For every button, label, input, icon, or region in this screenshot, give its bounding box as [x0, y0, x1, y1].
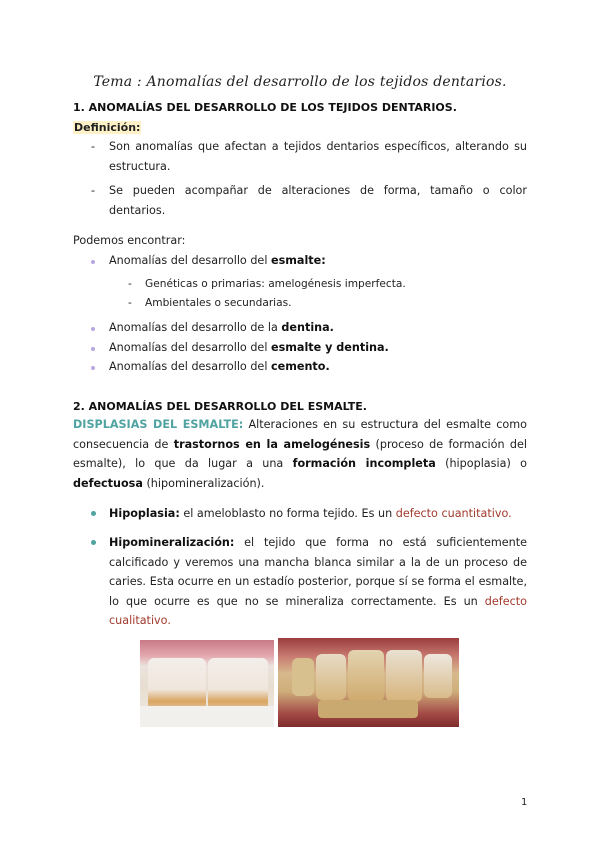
list-item-bold: esmalte:: [270, 254, 326, 267]
list-item-bold: cemento.: [270, 360, 330, 373]
hipoplasia-item: [91, 504, 527, 524]
sub-item-text: Genéticas o primarias: amelogénesis imperfecta.: [145, 278, 406, 290]
hipoplasia-defect: defecto cuantitativo.: [395, 507, 512, 520]
list-item-bold: dentina.: [281, 321, 334, 334]
sub-item-1: [128, 278, 406, 290]
section1-heading: 1. ANOMALÍAS DEL DESARROLLO DE LOS TEJIDOS DENTARIOS.: [73, 101, 457, 114]
para-text: (hipoplasia) o: [435, 457, 527, 470]
sub-item-text: Ambientales o secundarias.: [145, 297, 292, 309]
hipomineralizacion-label: Hipomineralización:: [109, 536, 235, 549]
list-item-cemento: [91, 360, 330, 373]
dash-marker: -: [128, 297, 132, 309]
definition-label: Definición:: [74, 121, 141, 134]
list-item-text: Anomalías del desarrollo del: [109, 341, 271, 354]
hipomineralizacion-teeth-photo: [278, 638, 459, 727]
page-number: 1: [521, 797, 528, 808]
list-item-text: Anomalías del desarrollo de la: [109, 321, 282, 334]
dash-marker: -: [128, 278, 132, 290]
bullet-dot: [91, 327, 95, 331]
hipomineralizacion-item: [91, 533, 527, 631]
definition-text-2: Se pueden acompañar de alteraciones de forma, tamaño o color dentarios.: [109, 184, 527, 217]
para-text: (proceso de formación del esmalte), lo que da lugar a una: [73, 437, 527, 470]
definition-text-1: Son anomalías que afectan a tejidos dentarios específicos, alterando su estructura.: [109, 140, 527, 173]
para-bold: defectuosa: [73, 476, 143, 490]
list-item-bold: esmalte y dentina.: [270, 341, 389, 354]
list-item-esmalte-dentina: [91, 341, 389, 354]
list-item-text: Anomalías del desarrollo del: [109, 254, 271, 267]
sub-item-2: [128, 297, 292, 309]
dash-marker: -: [91, 184, 96, 197]
para-bold: trastornos en la amelogénesis: [173, 437, 371, 451]
list-item-text: Anomalías del desarrollo del: [109, 360, 271, 373]
para-text: (hipomineralización).: [142, 476, 265, 490]
para-bold: formación incompleta: [292, 457, 436, 470]
page-title: Tema : Anomalías del desarrollo de los tejidos dentarios.: [93, 74, 507, 90]
hipoplasia-text: el ameloblasto no forma tejido. Es un: [179, 507, 396, 520]
bullet-dot: [91, 366, 95, 370]
bullet-dot: [91, 260, 95, 264]
para-text: Alteraciones en su estructura del esmalte como consecuencia de: [73, 418, 527, 451]
hipoplasia-label: Hipoplasia:: [109, 507, 180, 520]
bullet-dot: [91, 511, 96, 516]
section2-heading: 2. ANOMALÍAS DEL DESARROLLO DEL ESMALTE.: [73, 400, 367, 413]
definition-item-1: [91, 137, 527, 176]
list-item-dentina: [91, 321, 334, 334]
hipomineralizacion-defect: defecto cualitativo.: [109, 594, 527, 627]
hipoplasia-teeth-photo: [140, 640, 274, 727]
intro-text: Podemos encontrar:: [73, 234, 186, 247]
bullet-dot: [91, 347, 95, 351]
bullet-dot: [91, 540, 96, 545]
displasias-paragraph: [73, 415, 527, 493]
definition-item-2: [91, 181, 527, 220]
dash-marker: -: [91, 140, 96, 153]
list-item-esmalte: [91, 254, 326, 267]
hipomineralizacion-text: el tejido que forma no está suficientemente calcificado y veremos una mancha blanca similar a la de un proceso de caries. Esta ocurre en un estadío posterior, porque sí se forma el esmalte, lo que ocurre es que no se mineraliza correctamente. Es un: [109, 536, 527, 608]
displasias-label: DISPLASIAS DEL ESMALTE:: [73, 418, 244, 431]
